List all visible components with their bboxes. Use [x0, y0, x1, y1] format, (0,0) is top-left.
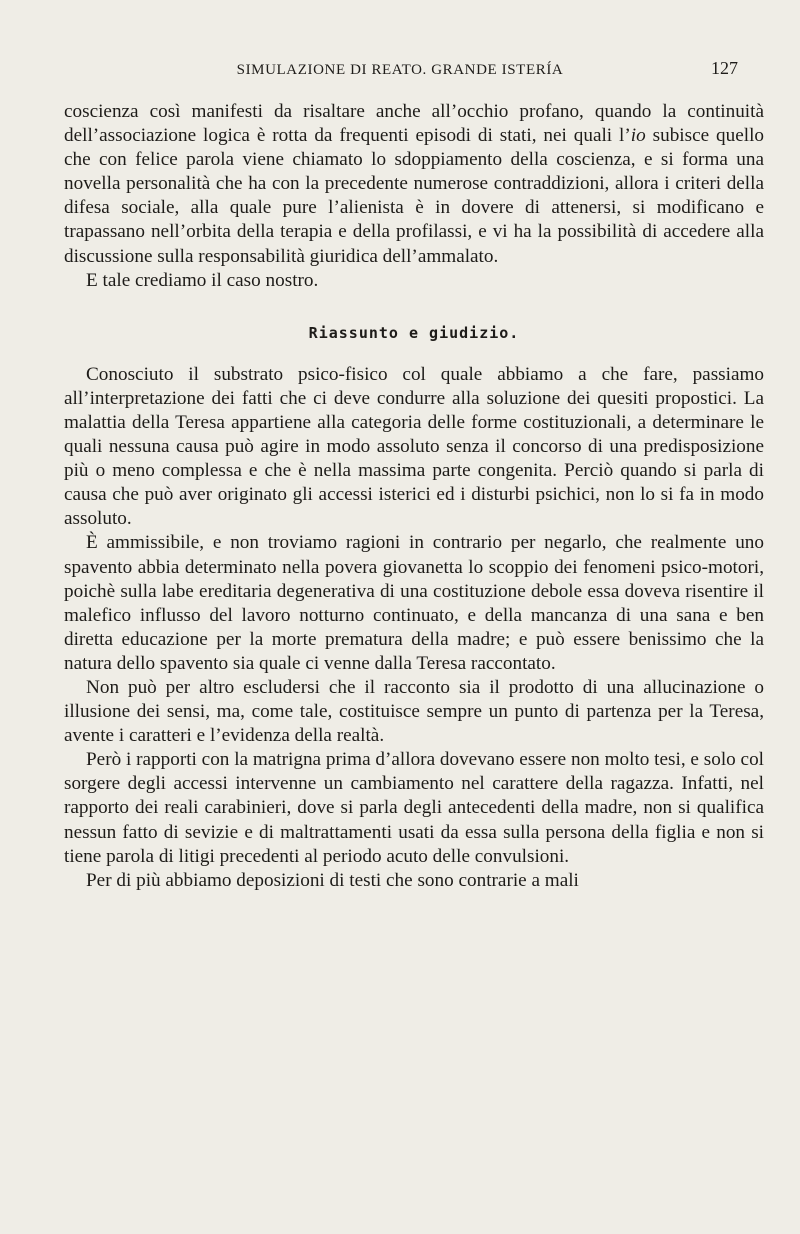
- page-number: 127: [711, 58, 738, 78]
- intro-text-after: subisce quello che con felice parola viene chiamato lo sdoppiamento della coscienza, e si forma una novella personalità che ha con la precedente numerose contraddizioni, allora i criteri della difesa sociale, alla quale pure l’alienista è in dovere di attenersi, si modificano e trapassano nell’orbita della terapia e della profilassi, e vi ha la possibilità di accedere alla discussione sulla responsabilità giuridica dell’ammalato.: [64, 125, 764, 267]
- section-paragraph-3: Non può per altro escludersi che il racconto sia il prodotto di una allucinazione o illusione dei sensi, ma, come tale, costituisce sempre un punto di partenza per la Teresa, avente i caratteri e l’evidenza della realtà.: [64, 676, 764, 747]
- section-paragraph-1: Conosciuto il substrato psico-fisico col quale abbiamo a che fare, passiamo all’interpretazione dei fatti che ci deve condurre alla soluzione dei quesiti propostici. La malattia della Teresa appartiene alla categoria delle forme costituzionali, a determinare le quali nessuna causa può agire in modo assoluto senza il concorso di una predisposizione più o meno complessa e che è nella massima parte congenita. Perciò quando si parla di causa che può aver originato gli accessi isterici ed i disturbi psichici, non lo si fa in modo assoluto.: [64, 363, 764, 530]
- section-heading: Riassunto e giudizio.: [308, 323, 520, 342]
- intro-italic-word: io: [630, 125, 646, 147]
- intro-closing-paragraph: E tale crediamo il caso nostro.: [86, 269, 319, 291]
- section-paragraph-4: Però i rapporti con la matrigna prima d’allora dovevano essere non molto tesi, e solo col sorgere degli accessi intervenne un cambiamento nel carattere della ragazza. Infatti, nel rapporto dei reali carabinieri, dove si parla degli antecedenti della madre, non si qualifica nessun fatto di sevizie e di maltrattamenti usati da essa sulla persona della figlia e non si tiene parola di litigi precedenti al periodo acuto delle convulsioni.: [64, 749, 764, 867]
- intro-paragraph: [64, 100, 764, 269]
- body-text: [64, 100, 764, 893]
- intro-text-before: coscienza così manifesti da risaltare anche all’occhio profano, quando la continuità dell’associazione logica è rotta da frequenti episodi di stati, nei quali l’: [64, 101, 764, 147]
- section-paragraph-2: È ammissibile, e non troviamo ragioni in contrario per negarlo, che realmente uno spavento abbia determinato nella povera giovanetta lo scoppio dei fenomeni psico-motori, poichè sulla labe ereditaria degenerativa di una costituzione debole essa doveva risentire il malefico influsso del lavoro notturno continuato, e della mancanza di una sana e ben diretta educazione per la morte prematura della madre; e può essere benissimo che la natura dello spavento sia quale ci venne dalla Teresa raccontato.: [64, 532, 764, 674]
- section-paragraph-5: Per di più abbiamo deposizioni di testi che sono contrarie a mali: [86, 869, 579, 891]
- page-header: [0, 58, 800, 84]
- running-title: SIMULAZIONE DI REATO. GRANDE ISTERÍA: [236, 62, 564, 78]
